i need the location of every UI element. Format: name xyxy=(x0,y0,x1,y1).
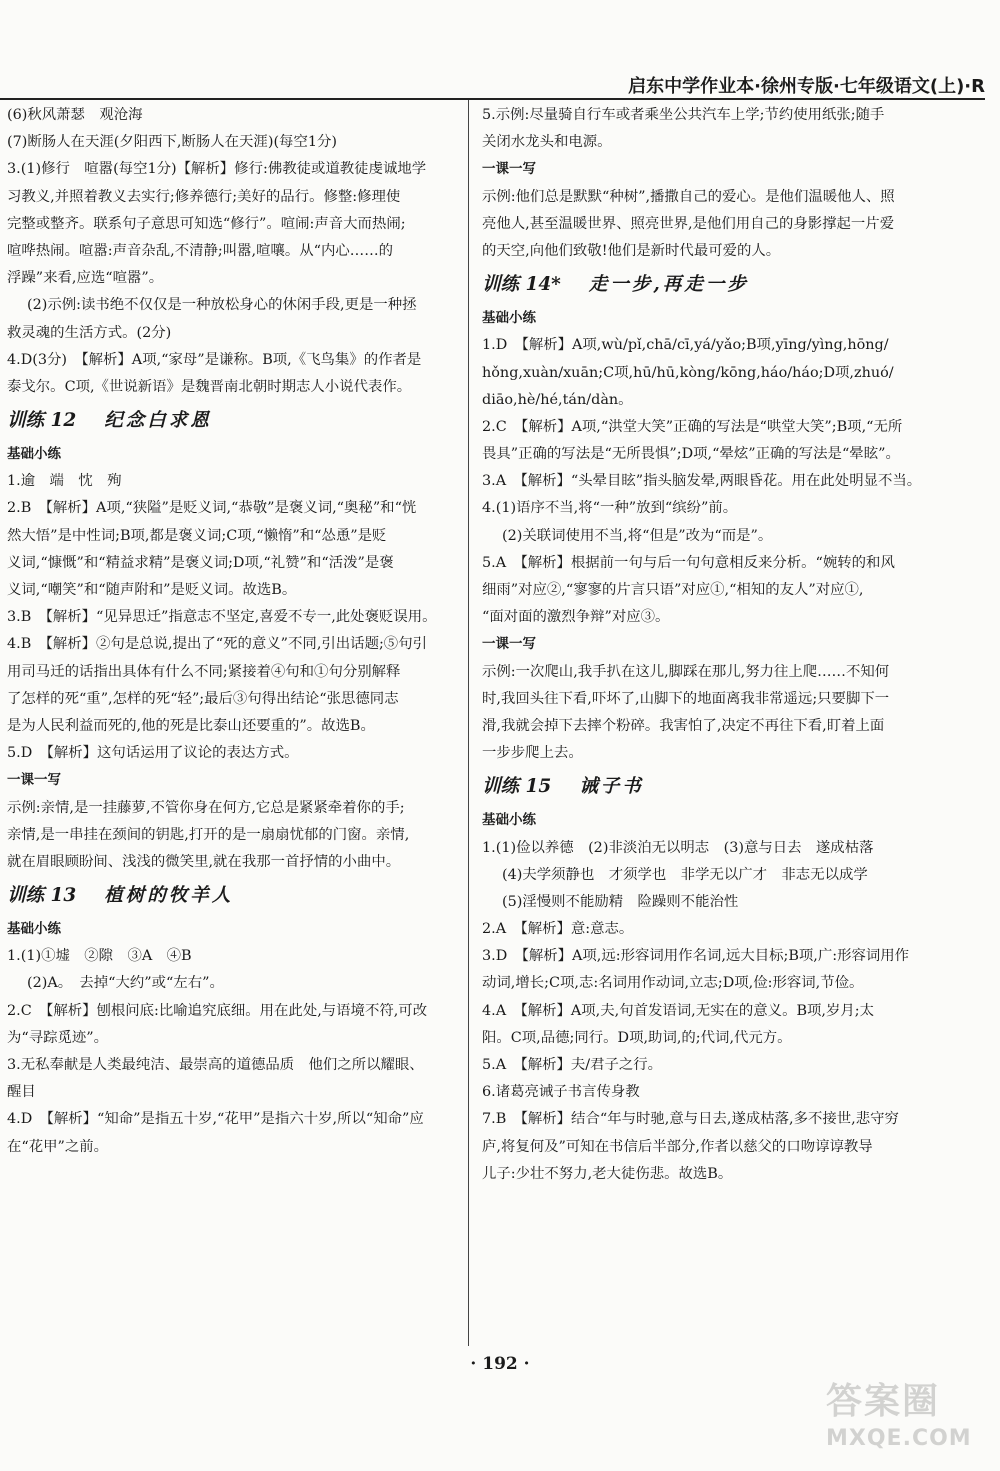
answer-line: 5.A 【解析】夫/君子之行。 xyxy=(482,1057,663,1073)
answer-line: 是为人民利益而死的,他的死是比泰山还要重的”。故选B。 xyxy=(7,717,375,734)
answer-line: 时,我回头往下看,吓坏了,山脚下的地面离我非常遥远;只要脚下一 xyxy=(482,690,890,707)
answer-line: 完整或整齐。联系句子意思可知选“修行”。喧闹:声音大而热闹; xyxy=(7,215,406,232)
answer-line: (2)关联词使用不当,将“但是”改为“而是”。 xyxy=(502,527,773,544)
answer-line: 阳。C项,品德;同行。D项,助词,的;代词,代元方。 xyxy=(482,1029,792,1046)
section-name: 植树的牧羊人 xyxy=(104,885,234,907)
watermark-text: 答案圈 xyxy=(826,1381,941,1422)
answer-line: 醒目 xyxy=(7,1084,36,1101)
subsection-heading: 一课一写 xyxy=(482,636,536,653)
left-column xyxy=(7,102,459,1161)
answer-line: 1.(1)①墟 ②隙 ③A ④B xyxy=(7,948,192,965)
answer-line: 2.C 【解析】刨根问底:比喻追究底细。用在此处,与语境不符,可改 xyxy=(7,1002,428,1019)
answer-line: 喧哗热闹。喧嚣:声音杂乱,不清静;叫嚣,喧嚷。从“内心……的 xyxy=(7,242,393,259)
answer-line: “面对面的激烈争辩”对应③。 xyxy=(482,609,670,626)
answer-line: 5.A 【解析】根据前一句与后一句句意相反来分析。“婉转的和风 xyxy=(482,554,895,571)
section-name: 诫子书 xyxy=(579,776,644,798)
section-title xyxy=(7,401,459,441)
answer-line: 为“寻踪觅迹”。 xyxy=(7,1029,109,1046)
subsection-heading: 基础小练 xyxy=(482,812,536,829)
answer-line: 示例:他们总是默默“种树”,播撒自己的爱心。是他们温暖他人、照 xyxy=(482,188,895,205)
answer-line: (2)A。 去掉“大约”或“左右”。 xyxy=(27,975,224,992)
answer-line: 然大悟”是中性词;B项,都是褒义词;C项,“懒惰”和“怂恿”是贬 xyxy=(7,527,387,544)
answer-line: 3.D 【解析】A项,远:形容词用作名词,远大目标;B项,广:形容词用作 xyxy=(482,948,910,965)
right-column xyxy=(482,102,982,1188)
column-divider xyxy=(468,100,469,1346)
answer-line: 4.B 【解析】②句是总说,提出了“死的意义”不同,引出话题;⑤句引 xyxy=(7,636,427,653)
answer-line: 动词,增长;C项,志:名词用作动词,立志;D项,俭:形容词,节俭。 xyxy=(482,975,864,992)
answer-line: 庐,将复何及”可知在书信后半部分,作者以慈父的口吻谆谆教导 xyxy=(482,1138,873,1155)
answer-line: (6)秋风萧瑟 观沧海 xyxy=(7,107,143,123)
answer-line: 4.A 【解析】A项,夫,句首发语词,无实在的意义。B项,岁月;太 xyxy=(482,1002,875,1019)
answer-line: 细雨”对应②,“寥寥的片言只语”对应①,“相知的友人”对应①, xyxy=(482,582,864,598)
answer-line: 2.B 【解析】A项,“狭隘”是贬义词,“恭敬”是褒义词,“奥秘”和“恍 xyxy=(7,500,417,517)
answer-line: 的天空,向他们致敬!他们是新时代最可爱的人。 xyxy=(482,242,781,259)
section-label: 训练 13 xyxy=(7,885,77,907)
answer-line: 3.无私奉献是人类最纯洁、最崇高的道德品质 他们之所以耀眼、 xyxy=(7,1057,424,1073)
subsection-heading: 基础小练 xyxy=(7,446,61,463)
answer-line: 3.(1)修行 喧嚣(每空1分)【解析】修行:佛教徒或道教徒虔诚地学 xyxy=(7,161,427,178)
answer-line: 4.D 【解析】“知命”是指五十岁,“花甲”是指六十岁,所以“知命”应 xyxy=(7,1111,424,1128)
section-title xyxy=(7,876,459,916)
section-label: 训练 14* xyxy=(482,274,561,296)
answer-line: 亲情,是一串挂在颈间的钥匙,打开的是一扇扇忧郁的门窗。亲情, xyxy=(7,826,410,843)
answer-line: 4.(1)语序不当,将“一种”放到“缤纷”前。 xyxy=(482,500,738,517)
subsection-heading: 基础小练 xyxy=(7,921,61,938)
answer-line: 4.D(3分) 【解析】A项,“家母”是谦称。B项,《飞鸟集》的作者是 xyxy=(7,351,422,368)
answer-line: (5)淫慢则不能励精 险躁则不能治性 xyxy=(502,893,739,910)
answer-line: 5.示例:尽量骑自行车或者乘坐公共汽车上学;节约使用纸张;随手 xyxy=(482,107,885,123)
section-title xyxy=(482,767,982,807)
answer-line: 1.D 【解析】A项,wù/pǐ,chā/cī,yá/yǎo;B项,yīng/yìng,hōng/ xyxy=(482,337,889,354)
subsection-heading: 基础小练 xyxy=(482,310,536,327)
answer-line: 义词,“嘲笑”和“随声附和”是贬义词。故选B。 xyxy=(7,582,297,598)
section-name: 走一步,再走一步 xyxy=(588,274,749,296)
answer-line: hǒng,xuàn/xuān;C项,hū/hū,kòng/kōng,háo/háo;D项,zhuó/ xyxy=(482,364,894,381)
section-name: 纪念白求恩 xyxy=(104,410,212,432)
answer-line: 滑,我就会掉下去摔个粉碎。我害怕了,决定不再往下看,盯着上面 xyxy=(482,717,885,734)
running-header: 启东中学作业本·徐州专版·七年级语文(上)·R xyxy=(628,76,985,97)
subsection-heading: 一课一写 xyxy=(7,772,61,789)
section-label: 训练 15 xyxy=(482,776,552,798)
section-title xyxy=(482,265,982,305)
answer-line: 示例:亲情,是一挂藤萝,不管你身在何方,它总是紧紧牵着你的手; xyxy=(7,799,405,816)
answer-line: 3.A 【解析】“头晕目眩”指头脑发晕,两眼昏花。用在此处明显不当。 xyxy=(482,473,922,490)
watermark-url: MXQE.COM xyxy=(826,1426,972,1451)
answer-line: 1.逾 端 忱 殉 xyxy=(7,473,122,490)
answer-line: (2)示例:读书绝不仅仅是一种放松身心的休闲手段,更是一种拯 xyxy=(27,297,417,314)
answer-line: 畏具”正确的写法是“无所畏惧”;D项,“晕炫”正确的写法是“晕眩”。 xyxy=(482,446,900,463)
answer-line: 亮他人,甚至温暖世界、照亮世界,是他们用自己的身影撑起一片爱 xyxy=(482,215,895,232)
answer-line: 义词,“慷慨”和“精益求精”是褒义词;D项,“礼赞”和“活泼”是褒 xyxy=(7,554,394,571)
answer-line: 在“花甲”之前。 xyxy=(7,1138,109,1155)
answer-line: 1.(1)俭以养德 (2)非淡泊无以明志 (3)意与日去 遂成枯落 xyxy=(482,839,874,856)
answer-line: 6.诸葛亮诫子书言传身教 xyxy=(482,1084,640,1101)
answer-line: 示例:一次爬山,我手扒在这儿,脚踩在那儿,努力往上爬……不知何 xyxy=(482,663,890,680)
answer-line: 3.B 【解析】“见异思迁”指意志不坚定,喜爱不专一,此处褒贬误用。 xyxy=(7,609,437,626)
answer-line: 救灵魂的生活方式。(2分) xyxy=(7,324,172,341)
answer-line: (7)断肠人在天涯(夕阳西下,断肠人在天涯)(每空1分) xyxy=(7,134,337,151)
header-rule xyxy=(0,98,985,100)
subsection-heading: 一课一写 xyxy=(482,161,536,178)
answer-line: 5.D 【解析】这句话运用了议论的表达方式。 xyxy=(7,745,299,762)
answer-line: 用司马迁的话指出具体有什么不同;紧接着④句和①句分别解释 xyxy=(7,663,401,680)
answer-line: 2.A 【解析】意:意志。 xyxy=(482,921,634,938)
section-label: 训练 12 xyxy=(7,410,77,432)
answer-line: 2.C 【解析】A项,“洪堂大笑”正确的写法是“哄堂大笑”;B项,“无所 xyxy=(482,418,903,435)
watermark-logo xyxy=(826,1380,986,1462)
answer-line: (4)夫学须静也 才须学也 非学无以广才 非志无以成学 xyxy=(502,866,868,883)
answer-line: 关闭水龙头和电源。 xyxy=(482,134,612,151)
answer-line: 一步步爬上去。 xyxy=(482,745,583,762)
answer-line: 儿子:少壮不努力,老大徒伤悲。故选B。 xyxy=(482,1165,733,1182)
answer-line: 就在眉眼顾盼间、浅浅的微笑里,就在我那一首抒情的小曲中。 xyxy=(7,853,401,870)
answer-line: 习教义,并照着教义去实行;修养德行;美好的品行。修整:修理使 xyxy=(7,188,401,205)
answer-line: diāo,hè/hé,tán/dàn。 xyxy=(482,391,633,408)
answer-line: 泰戈尔。C项,《世说新语》是魏晋南北朝时期志人小说代表作。 xyxy=(7,378,412,395)
answer-line: 浮躁”来看,应选“喧嚣”。 xyxy=(7,270,164,287)
page-number: · 192 · xyxy=(470,1354,530,1374)
answer-line: 7.B 【解析】结合“年与时驰,意与日去,遂成枯落,多不接世,悲守穷 xyxy=(482,1111,899,1128)
answer-line: 了怎样的死“重”,怎样的死“轻”;最后③句得出结论“张思德同志 xyxy=(7,690,399,707)
